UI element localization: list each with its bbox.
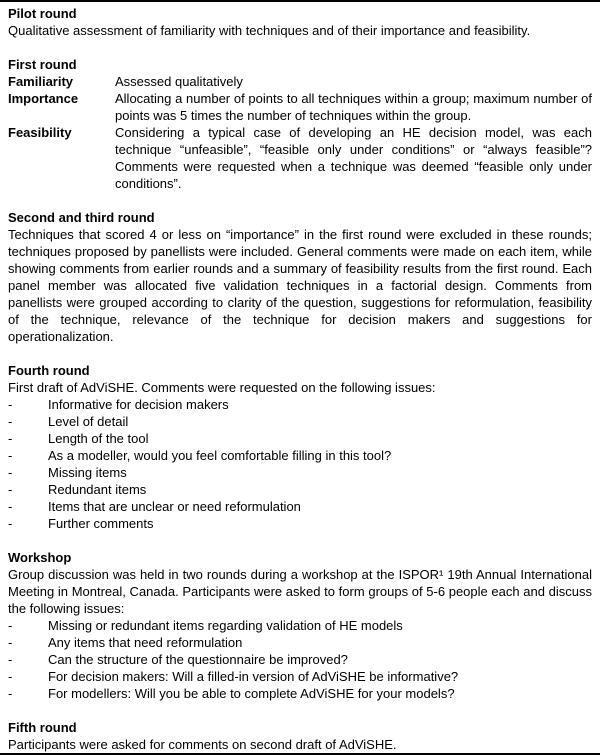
- list-item-text: As a modeller, would you feel comfortable filling in this tool?: [48, 448, 392, 463]
- bullet-dash: -: [8, 669, 13, 684]
- workshop-intro: Group discussion was held in two rounds during a workshop at the ISPOR¹ 19th Annual International Meeting in Montreal, Canada. Participants were asked to form groups of 5-6 people each and discuss the following issues:: [8, 567, 592, 616]
- list-item-text: Informative for decision makers: [48, 397, 229, 412]
- pilot-round-body: Qualitative assessment of familiarity with techniques and of their importance and feasibility.: [8, 23, 531, 38]
- bullet-dash: -: [8, 448, 13, 463]
- list-item-text: Missing or redundant items regarding validation of HE models: [48, 618, 403, 633]
- definition-description: Considering a typical case of developing an HE decision model, was each technique “unfeasible”, “feasible only under conditions” or “always feasible”? Comments were requested when a technique was deemed “feasible only under conditions”.: [115, 125, 592, 191]
- bullet-dash: -: [8, 635, 13, 650]
- definition-description: Allocating a number of points to all techniques within a group; maximum number of points was 5 times the number of techniques within the group.: [115, 91, 592, 123]
- definition-row-familiarity: [8, 73, 592, 90]
- list-item-text: Missing items: [48, 465, 127, 480]
- list-item: [8, 617, 592, 634]
- bullet-dash: -: [8, 482, 13, 497]
- list-item-text: Redundant items: [48, 482, 147, 497]
- fourth-round-heading: Fourth round: [8, 363, 90, 378]
- bullet-dash: -: [8, 431, 13, 446]
- definition-label: Importance: [8, 91, 79, 106]
- fifth-round-heading: Fifth round: [8, 720, 77, 735]
- second-third-round-heading: Second and third round: [8, 210, 155, 225]
- bullet-dash: -: [8, 397, 13, 412]
- bullet-dash: -: [8, 652, 13, 667]
- fourth-round-intro: First draft of AdViSHE. Comments were requested on the following issues:: [8, 380, 436, 395]
- bullet-dash: -: [8, 499, 13, 514]
- section-workshop: [8, 549, 592, 702]
- list-item: [8, 430, 592, 447]
- bullet-dash: -: [8, 414, 13, 429]
- list-item: [8, 447, 592, 464]
- definition-description: Assessed qualitatively: [115, 74, 243, 89]
- pilot-round-heading: Pilot round: [8, 6, 77, 21]
- list-item-text: Any items that need reformulation: [48, 635, 243, 650]
- bullet-dash: -: [8, 516, 13, 531]
- list-item: [8, 515, 592, 532]
- list-item-text: For decision makers: Will a filled-in version of AdViSHE be informative?: [48, 669, 459, 684]
- fifth-round-body: Participants were asked for comments on second draft of AdViSHE.: [8, 737, 397, 752]
- list-item-text: Level of detail: [48, 414, 129, 429]
- first-round-heading: First round: [8, 57, 77, 72]
- list-item-text: Further comments: [48, 516, 154, 531]
- section-fifth-round: [8, 719, 592, 753]
- list-item: [8, 464, 592, 481]
- list-item-text: For modellers: Will you be able to complete AdViSHE for your models?: [48, 686, 455, 701]
- list-item-text: Can the structure of the questionnaire be improved?: [48, 652, 348, 667]
- bullet-dash: -: [8, 465, 13, 480]
- second-third-round-body: Techniques that scored 4 or less on “importance” in the first round were excluded in these rounds; techniques proposed by panellists were included. General comments were made on each item, while showing comments from earlier rounds and a summary of feasibility results from the first round. Each panel member was allocated five validation techniques in a factorial design. Comments from panellists were grouped according to clarity of the question, suggestions for reformulation, feasibility of the technique, relevance of the technique for decision makers and suggestions for operationalization.: [8, 227, 592, 344]
- list-item: [8, 413, 592, 430]
- section-pilot-round: [8, 5, 592, 39]
- list-item: [8, 481, 592, 498]
- list-item: [8, 685, 592, 702]
- list-item: [8, 634, 592, 651]
- bullet-dash: -: [8, 618, 13, 633]
- definition-label: Familiarity: [8, 74, 74, 89]
- bullet-dash: -: [8, 686, 13, 701]
- section-second-third-round: [8, 209, 592, 345]
- workshop-heading: Workshop: [8, 550, 72, 565]
- definition-label: Feasibility: [8, 125, 72, 140]
- list-item: [8, 668, 592, 685]
- list-item: [8, 498, 592, 515]
- definition-row-importance: [8, 90, 592, 124]
- list-item-text: Items that are unclear or need reformulation: [48, 499, 301, 514]
- section-fourth-round: [8, 362, 592, 532]
- section-first-round: [8, 56, 592, 192]
- definition-row-feasibility: [8, 124, 592, 192]
- list-item-text: Length of the tool: [48, 431, 149, 446]
- list-item: [8, 651, 592, 668]
- list-item: [8, 396, 592, 413]
